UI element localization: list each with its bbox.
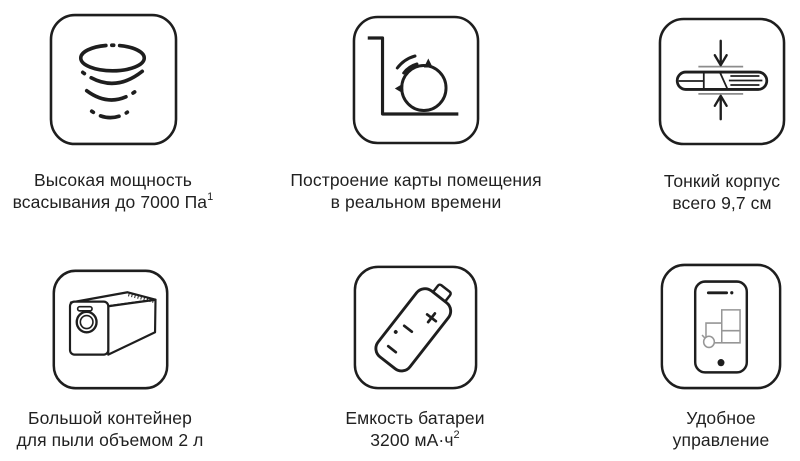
footnote-marker: 1 xyxy=(207,191,214,204)
feature-tile xyxy=(353,265,478,390)
caption-line: Удобное xyxy=(686,408,756,428)
feature-tile xyxy=(658,17,786,146)
caption-line: управление xyxy=(672,430,770,450)
footnote-marker: 2 xyxy=(453,429,460,442)
feature-cell-slim-body xyxy=(572,17,800,214)
feature-caption xyxy=(290,169,541,213)
dust-container-icon xyxy=(52,269,169,390)
feature-caption xyxy=(17,407,204,451)
room-mapping-icon xyxy=(352,15,480,145)
feature-tile xyxy=(660,263,782,390)
feature-cell-suction-power xyxy=(0,13,263,213)
caption-line: для пыли объемом 2 л xyxy=(16,430,204,450)
caption-line: Большой контейнер xyxy=(28,408,192,428)
feature-caption xyxy=(664,170,780,214)
feature-caption xyxy=(345,407,484,451)
caption-line: Тонкий корпус xyxy=(663,171,781,191)
battery-capacity-icon xyxy=(353,265,478,390)
caption-line: в реальном времени xyxy=(330,192,502,212)
app-control-icon xyxy=(660,263,782,390)
feature-tile xyxy=(52,269,169,390)
feature-tile xyxy=(352,15,480,145)
caption-line: всасывания до 7000 $Па^1$ xyxy=(12,191,214,212)
slim-body-icon xyxy=(658,17,786,146)
feature-cell-dust-container xyxy=(0,269,260,451)
caption-line: Высокая мощность xyxy=(33,170,193,190)
caption-line: всего 9,7 см xyxy=(672,193,772,213)
feature-caption xyxy=(673,407,770,451)
caption-line: Емкость батареи xyxy=(345,408,485,428)
feature-cell-app-control xyxy=(571,263,800,451)
feature-cell-room-mapping xyxy=(266,15,566,213)
suction-power-icon xyxy=(49,13,178,146)
feature-tile xyxy=(49,13,178,146)
caption-line: 3200 $мА\cdot ч^2$ xyxy=(370,429,460,450)
caption-line: Построение карты помещения xyxy=(290,170,542,190)
feature-cell-battery xyxy=(265,265,565,451)
feature-caption xyxy=(13,169,214,213)
